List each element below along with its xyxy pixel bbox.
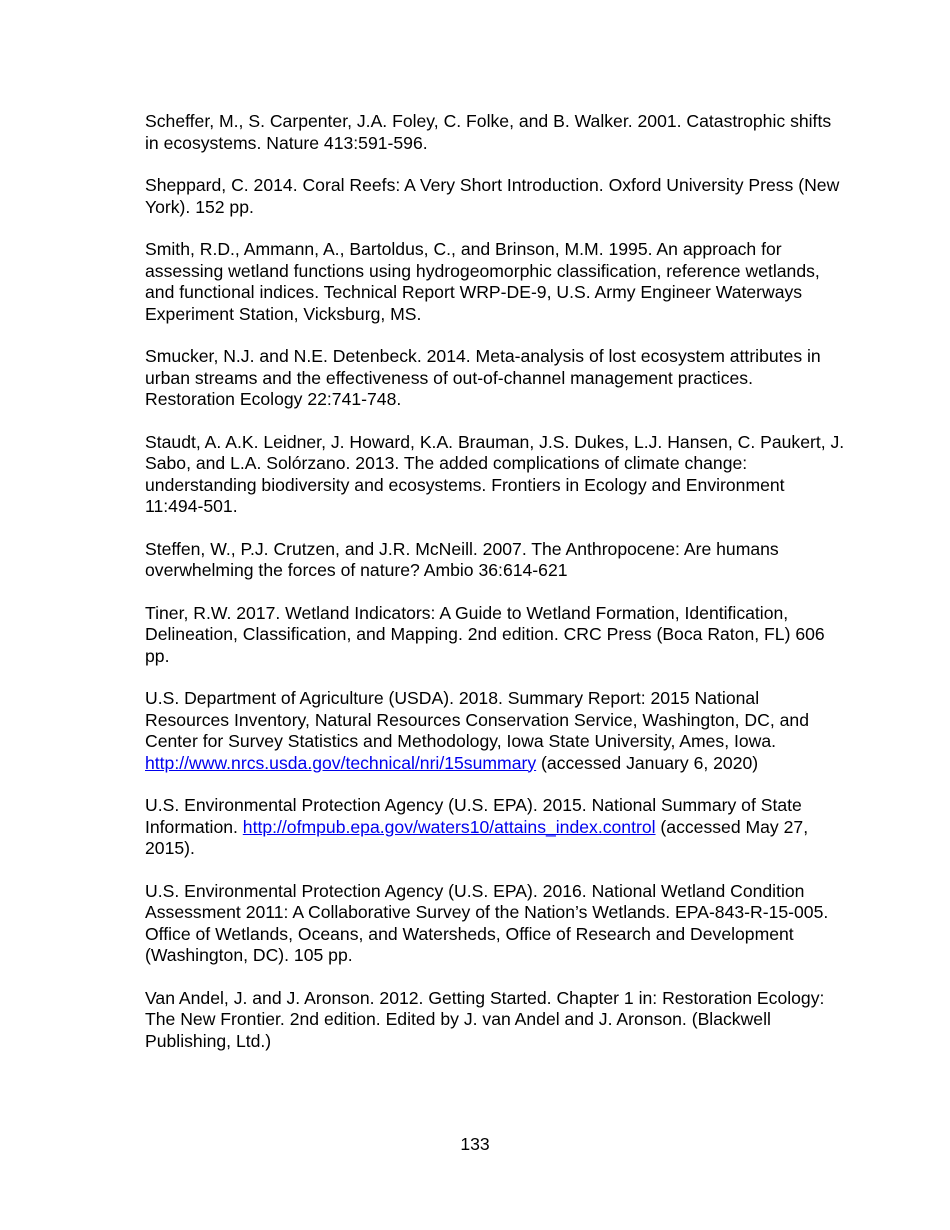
reference-epa-2015	[145, 795, 845, 860]
reference-staudt-2013: Staudt, A. A.K. Leidner, J. Howard, K.A. Brauman, J.S. Dukes, L.J. Hansen, C. Paukert, J. Sabo, and L.A. Solórzano. 2013. The added complications of climate change: understanding biodiversity and ecosystems. Frontiers in Ecology and Environment 11:494-501.	[145, 431, 845, 516]
reference-sheppard-2014: Sheppard, C. 2014. Coral Reefs: A Very Short Introduction. Oxford University Press (New York). 152 pp.	[145, 175, 840, 217]
reference-epa-2016: U.S. Environmental Protection Agency (U.S. EPA). 2016. National Wetland Condition Assessment 2011: A Collaborative Survey of the Nation’s Wetlands. EPA-843-R-15-005. Office of Wetlands, Oceans, and Watersheds, Office of Research and Development (Washington, DC). 105 pp.	[145, 880, 829, 965]
nrcs-summary-link[interactable]: http://www.nrcs.usda.gov/technical/nri/15summary	[145, 752, 537, 773]
reference-scheffer-2001: Scheffer, M., S. Carpenter, J.A. Foley, C. Folke, and B. Walker. 2001. Catastrophic shifts in ecosystems. Nature 413:591-596.	[145, 111, 832, 153]
reference-text: (accessed January 6, 2020)	[536, 752, 759, 773]
epa-attains-link[interactable]: http://ofmpub.epa.gov/waters10/attains_index.control	[242, 816, 656, 837]
reference-steffen-2007: Steffen, W., P.J. Crutzen, and J.R. McNeill. 2007. The Anthropocene: Are humans overwhelming the forces of nature? Ambio 36:614-621	[145, 538, 779, 580]
reference-usda-2018	[145, 688, 845, 774]
reference-smith-1995: Smith, R.D., Ammann, A., Bartoldus, C., and Brinson, M.M. 1995. An approach for assessing wetland functions using hydrogeomorphic classification, reference wetlands, and functional indices. Technical Report WRP-DE-9, U.S. Army Engineer Waterways Experiment Station, Vicksburg, MS.	[145, 239, 820, 324]
reference-list	[145, 111, 845, 1073]
reference-text: U.S. Environmental Protection Agency (U.S. EPA). 2015. National Summary of State Information.	[145, 795, 802, 837]
reference-tiner-2017: Tiner, R.W. 2017. Wetland Indicators: A Guide to Wetland Formation, Identification, Delineation, Classification, and Mapping. 2nd edition. CRC Press (Boca Raton, FL) 606 pp.	[145, 602, 825, 666]
reference-van-andel-2012: Van Andel, J. and J. Aronson. 2012. Getting Started. Chapter 1 in: Restoration Ecology: The New Frontier. 2nd edition. Edited by J. van Andel and J. Aronson. (Blackwell Publishing, Ltd.)	[145, 987, 825, 1051]
page-number: 133	[460, 1134, 490, 1154]
reference-smucker-2014: Smucker, N.J. and N.E. Detenbeck. 2014. Meta-analysis of lost ecosystem attributes in urban streams and the effectiveness of out-of-channel management practices. Restoration Ecology 22:741-748.	[145, 346, 821, 409]
reference-text: (accessed May 27, 2015).	[145, 816, 809, 858]
reference-text: U.S. Department of Agriculture (USDA). 2018. Summary Report: 2015 National Resources Inventory, Natural Resources Conservation Service, Washington, DC, and Center for Survey Statistics and Methodology, Iowa State University, Ames, Iowa.	[145, 688, 809, 751]
